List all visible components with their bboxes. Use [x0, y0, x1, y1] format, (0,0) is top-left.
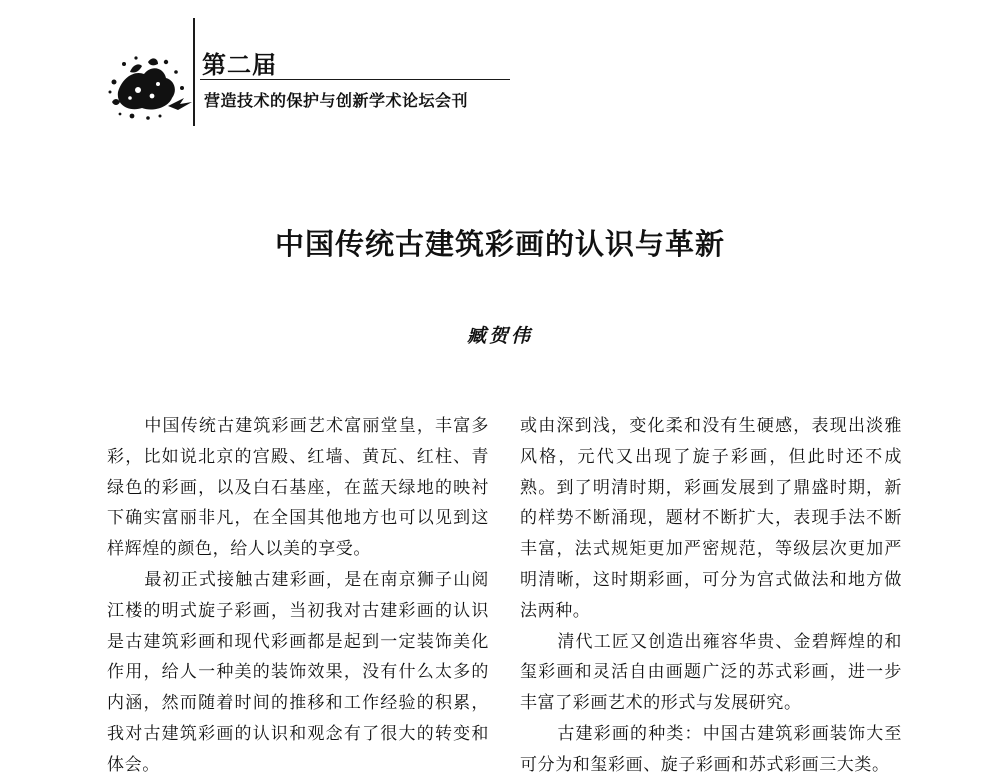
- paragraph: 古建彩画的种类：中国古建筑彩画装饰大至可分为和玺彩画、旋子彩画和苏式彩画三大类。: [520, 723, 902, 775]
- paragraph-continued: 或由深到浅，变化柔和没有生硬感，表现出淡雅风格，元代又出现了旋子彩画，但此时还不成熟。到了明清时期，彩画发展到了鼎盛时期，新的样势不断涌现，题材不断扩大，表现手法不断丰富，法式规矩更加严密规范，等级层次更加严明清晰，这时期彩画，可分为宫式做法和地方做法两种。: [520, 416, 902, 621]
- journal-header: [0, 0, 1000, 140]
- header-divider-vertical: [193, 18, 195, 126]
- paragraph: 最初正式接触古建彩画，是在南京狮子山阅江楼的明式旋子彩画，当初我对古建彩画的认识是古建筑彩画和现代彩画都是起到一定装饰美化作用，给人一种美的装饰效果，没有什么太多的内涵，然而随着时间的推移和工作经验的积累，我对古建筑彩画的认识和观念有了很大的转变和体会。: [107, 569, 489, 775]
- journal-subtitle: 营造技术的保护与创新学术论坛会刊: [204, 91, 469, 110]
- journal-edition: 第二届: [202, 51, 277, 79]
- article-author: 臧贺伟: [466, 325, 533, 347]
- paragraph: 清代工匠又创造出雍容华贵、金碧辉煌的和玺彩画和灵活自由画题广泛的苏式彩画，进一步丰富了彩画艺术的形式与发展研究。: [520, 631, 902, 714]
- ink-splash-bird-logo-icon: [108, 52, 194, 122]
- header-divider-horizontal: [200, 79, 510, 80]
- body-column-left: [107, 411, 489, 781]
- paragraph: 中国传统古建筑彩画艺术富丽堂皇，丰富多彩，比如说北京的宫殿、红墙、黄瓦、红柱、青绿色的彩画，以及白石基座，在蓝天绿地的映衬下确实富丽非凡，在全国其他地方也可以见到这样辉煌的颜色，给人以美的享受。: [107, 416, 489, 560]
- article-title: 中国传统古建筑彩画的认识与革新: [274, 227, 725, 261]
- body-column-right: [520, 411, 902, 781]
